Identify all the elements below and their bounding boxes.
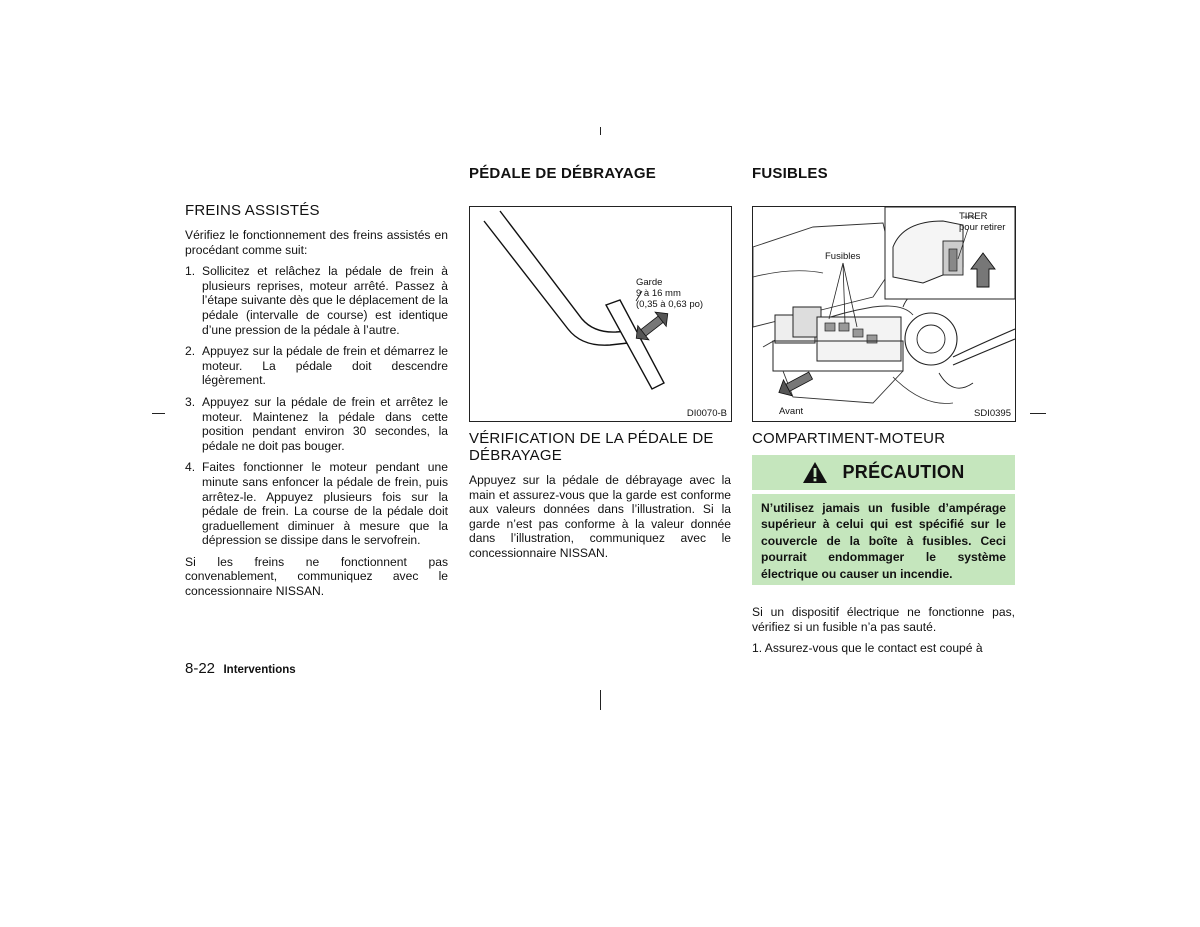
fuses-intro: Si un dispositif électrique ne fonctionne pas, vérifiez si un fusible n’a pas sauté. [752,605,1015,634]
brakes-intro: Vérifiez le fonctionnement des freins assistés en procédant comme suit: [185,228,448,257]
clutch-label-garde: Garde 9 à 16 mm (0,35 à 0,63 po) [636,277,704,310]
left-column [185,202,448,599]
clutch-pedal-illustration [470,207,731,421]
right-side-mark [1030,413,1046,414]
page-footer [185,660,296,678]
fuses-step-1: 1. Assurez-vous que le contact est coupé à [752,641,983,656]
caution-title: PRÉCAUTION [842,462,965,482]
engine-compartment-illustration [753,207,1015,421]
top-center-mark [600,127,601,135]
list-item: 3. Appuyez sur la pédale de frein et arrêtez le moteur. Maintenez la pédale dans cette position pendant environ 30 secondes, la pédale ne doit pas bouger. [185,394,448,453]
list-item: 1. Sollicitez et relâchez la pédale de frein à plusieurs reprises, moteur arrêté. Passez à l’étape suivante dès que le déplacement de la pédale (intervalle de course) est identique d’une pression de la pédale à l’autre. [185,264,448,337]
brakes-steps [185,264,448,548]
caution-header [752,455,1015,490]
clutch-pedal-figure [469,206,732,422]
fuses-figure-code: SDI0395 [974,408,1011,419]
fuses-label-pull: TIRER pour retirer [959,211,1006,233]
clutch-check-heading: VÉRIFICATION DE LA PÉDALE DE DÉBRAYAGE [469,430,714,464]
clutch-check-text: Appuyez sur la pédale de débrayage avec la main et assurez-vous que la garde est conforme aux valeurs données dans l’illustration. Si la garde n’est pas conforme à la valeur donnée dans l’illustration, communiquez avec le concessionnaire NISSAN. [469,473,731,560]
page-number: 8-22 [185,660,216,677]
bottom-center-mark [600,690,601,710]
brakes-closing: Si les freins ne fonctionnent pas convenablement, communiquez avec le concessionnaire NISSAN. [185,554,448,599]
brakes-heading: FREINS ASSISTÉS [185,202,320,219]
list-item: 2. Appuyez sur la pédale de frein et démarrez le moteur. La pédale doit descendre légèrement. [185,344,448,388]
left-side-mark [152,413,165,414]
engine-compartment-heading: COMPARTIMENT-MOTEUR [752,430,946,447]
warning-icon [802,461,828,484]
fuses-text-section [752,605,1015,656]
clutch-check-section [469,430,731,561]
caution-body: N’utilisez jamais un fusible d’ampérage supérieur à celui qui est spécifié sur le couvercle de la boîte à fusibles. Ceci pourrait endommager le système électrique ou causer un incendie. [752,494,1015,585]
list-item: 4. Faites fonctionner le moteur pendant une minute sans enfoncer la pédale de frein, puis arrêtez-le. Appuyez plusieurs fois sur la pédale de frein. La course de la pédale doit graduellement diminuer à mesure que la dépression se dissipe dans le servofrein. [185,460,448,548]
fuses-heading: FUSIBLES [752,165,828,182]
clutch-figure-code: DI0070-B [686,408,727,419]
clutch-heading: PÉDALE DE DÉBRAYAGE [469,165,656,182]
fuses-label-front: Avant [779,406,804,417]
fuses-figure [752,206,1016,422]
section-label: Interventions [223,664,296,676]
fuses-label-fuses: Fusibles [825,251,861,262]
